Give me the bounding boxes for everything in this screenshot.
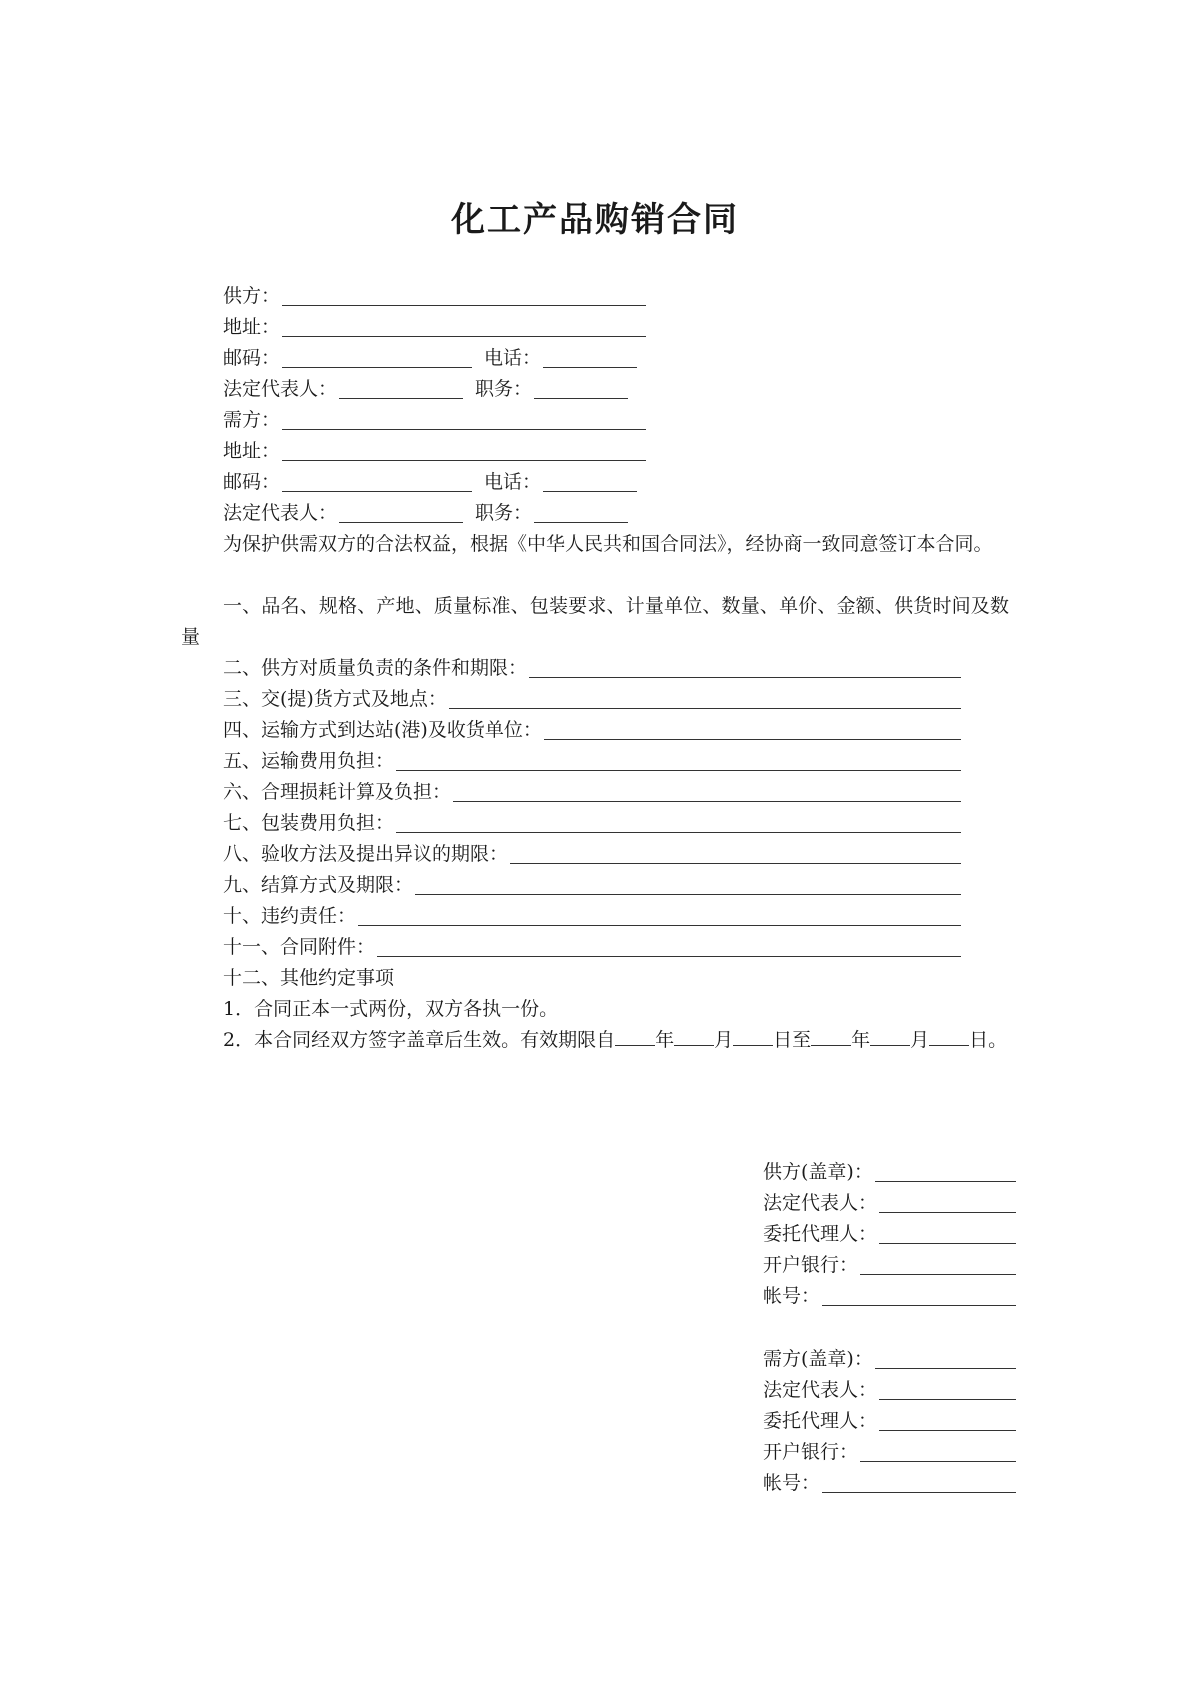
buyer-position-label: 职务： (475, 502, 533, 524)
supplier-signature-row (763, 1250, 1016, 1281)
supplier-address-field[interactable] (282, 318, 646, 337)
supplier-zip-field[interactable] (282, 349, 472, 368)
signature-label: 帐号： (763, 1285, 821, 1307)
buyer-zip-field[interactable] (282, 473, 472, 492)
clause-row (223, 839, 963, 869)
clause-1-paragraph: 一、品名、规格、产地、质量标准、包装要求、计量单位、数量、单价、金额、供货时间及数量 (181, 595, 1009, 648)
clause-12-label: 十二、其他约定事项 (223, 967, 395, 989)
buyer-rep-label: 法定代表人： (223, 502, 338, 524)
end-year-field[interactable] (811, 1027, 851, 1046)
supplier-zip-phone-row (223, 343, 639, 373)
buyer-signature-row (763, 1344, 1016, 1375)
clause-row (223, 746, 963, 776)
clause-label: 四、运输方式到达站(港)及收货单位： (223, 719, 542, 741)
signature-label: 法定代表人： (763, 1379, 878, 1401)
supplier-row (223, 281, 648, 311)
signature-label: 开户银行： (763, 1441, 859, 1463)
clause-field[interactable] (510, 845, 961, 864)
start-month-field[interactable] (674, 1027, 714, 1046)
preamble-paragraph: 为保护供需双方的合法权益，根据《中华人民共和国合同法》，经协商一致同意签订本合同。 (223, 533, 993, 555)
signature-field[interactable] (860, 1443, 1016, 1462)
term-1-text: 1．合同正本一式两份，双方各执一份。 (223, 998, 559, 1020)
signature-label: 供方(盖章)： (763, 1161, 873, 1183)
buyer-address-row (223, 436, 648, 466)
clause-field[interactable] (544, 721, 961, 740)
signature-label: 需方(盖章)： (763, 1348, 873, 1370)
clause-label: 八、验收方法及提出异议的期限： (223, 843, 509, 865)
supplier-address-row (223, 312, 648, 342)
supplier-rep-row (223, 374, 630, 404)
signature-label: 开户银行： (763, 1254, 859, 1276)
supplier-rep-label: 法定代表人： (223, 378, 338, 400)
clause-field[interactable] (377, 938, 961, 957)
signature-label: 委托代理人： (763, 1223, 878, 1245)
supplier-label: 供方： (223, 285, 281, 307)
term-1-row (223, 994, 558, 1024)
buyer-signature-row (763, 1437, 1016, 1468)
clause-field[interactable] (396, 814, 961, 833)
term-2-day-1: 日至 (773, 1029, 812, 1051)
buyer-rep-row (223, 498, 630, 528)
supplier-phone-label: 电话： (484, 347, 542, 369)
clause-label: 三、交(提)货方式及地点： (223, 688, 447, 710)
clause-row (223, 777, 963, 807)
clause-label: 九、结算方式及期限： (223, 874, 414, 896)
clause-12-row (223, 963, 394, 993)
supplier-position-label: 职务： (475, 378, 533, 400)
supplier-phone-field[interactable] (543, 349, 637, 368)
clause-label: 十、违约责任： (223, 905, 357, 927)
buyer-zip-label: 邮码： (223, 471, 281, 493)
clause-label: 七、包装费用负担： (223, 812, 395, 834)
clause-field[interactable] (453, 783, 961, 802)
clause-row (223, 684, 963, 714)
term-2-year-2: 年 (851, 1029, 871, 1051)
term-2-month-2: 月 (910, 1029, 930, 1051)
signature-field[interactable] (875, 1163, 1016, 1182)
page-title: 化工产品购销合同 (451, 200, 739, 240)
buyer-phone-label: 电话： (484, 471, 542, 493)
clause-field[interactable] (396, 752, 961, 771)
clause-field[interactable] (415, 876, 961, 895)
start-day-field[interactable] (733, 1027, 773, 1046)
clause-row (223, 901, 963, 931)
signature-field[interactable] (860, 1256, 1016, 1275)
supplier-address-label: 地址： (223, 316, 281, 338)
buyer-row (223, 405, 648, 435)
clause-row (223, 932, 963, 962)
clause-row (223, 870, 963, 900)
supplier-zip-label: 邮码： (223, 347, 281, 369)
term-2-paragraph (181, 1025, 1009, 1056)
clause-row (223, 653, 963, 683)
buyer-name-field[interactable] (282, 411, 646, 430)
buyer-label: 需方： (223, 409, 281, 431)
supplier-signature-row (763, 1188, 1016, 1219)
supplier-rep-field[interactable] (339, 380, 463, 399)
clause-row (223, 715, 963, 745)
clause-label: 五、运输费用负担： (223, 750, 395, 772)
buyer-address-label: 地址： (223, 440, 281, 462)
signature-field[interactable] (875, 1350, 1016, 1369)
clause-field[interactable] (449, 690, 961, 709)
signature-field[interactable] (822, 1474, 1016, 1493)
end-day-field[interactable] (929, 1027, 969, 1046)
buyer-signature-row (763, 1375, 1016, 1406)
buyer-position-field[interactable] (534, 504, 628, 523)
signature-field[interactable] (879, 1194, 1016, 1213)
buyer-zip-phone-row (223, 467, 639, 497)
clause-label: 六、合理损耗计算及负担： (223, 781, 452, 803)
signature-field[interactable] (822, 1287, 1016, 1306)
signature-label: 委托代理人： (763, 1410, 878, 1432)
clause-label: 十一、合同附件： (223, 936, 376, 958)
signature-field[interactable] (879, 1412, 1016, 1431)
buyer-phone-field[interactable] (543, 473, 637, 492)
signature-label: 法定代表人： (763, 1192, 878, 1214)
signature-label: 帐号： (763, 1472, 821, 1494)
supplier-position-field[interactable] (534, 380, 628, 399)
buyer-rep-field[interactable] (339, 504, 463, 523)
buyer-address-field[interactable] (282, 442, 646, 461)
clause-row (223, 808, 963, 838)
end-month-field[interactable] (870, 1027, 910, 1046)
supplier-signature-row (763, 1219, 1016, 1250)
buyer-signature-row (763, 1468, 1016, 1499)
term-2-day-2: 日。 (969, 1029, 1008, 1051)
supplier-signature-row (763, 1281, 1016, 1312)
term-2-prefix: 2．本合同经双方签字盖章后生效。有效期限自 (223, 1029, 616, 1051)
signature-field[interactable] (879, 1225, 1016, 1244)
signature-field[interactable] (879, 1381, 1016, 1400)
clause-field[interactable] (529, 659, 961, 678)
start-year-field[interactable] (615, 1027, 655, 1046)
term-2-year-1: 年 (655, 1029, 675, 1051)
term-2-month-1: 月 (714, 1029, 734, 1051)
clause-label: 二、供方对质量负责的条件和期限： (223, 657, 528, 679)
supplier-name-field[interactable] (282, 287, 646, 306)
buyer-signature-row (763, 1406, 1016, 1437)
clause-field[interactable] (358, 907, 961, 926)
supplier-signature-row (763, 1157, 1016, 1188)
